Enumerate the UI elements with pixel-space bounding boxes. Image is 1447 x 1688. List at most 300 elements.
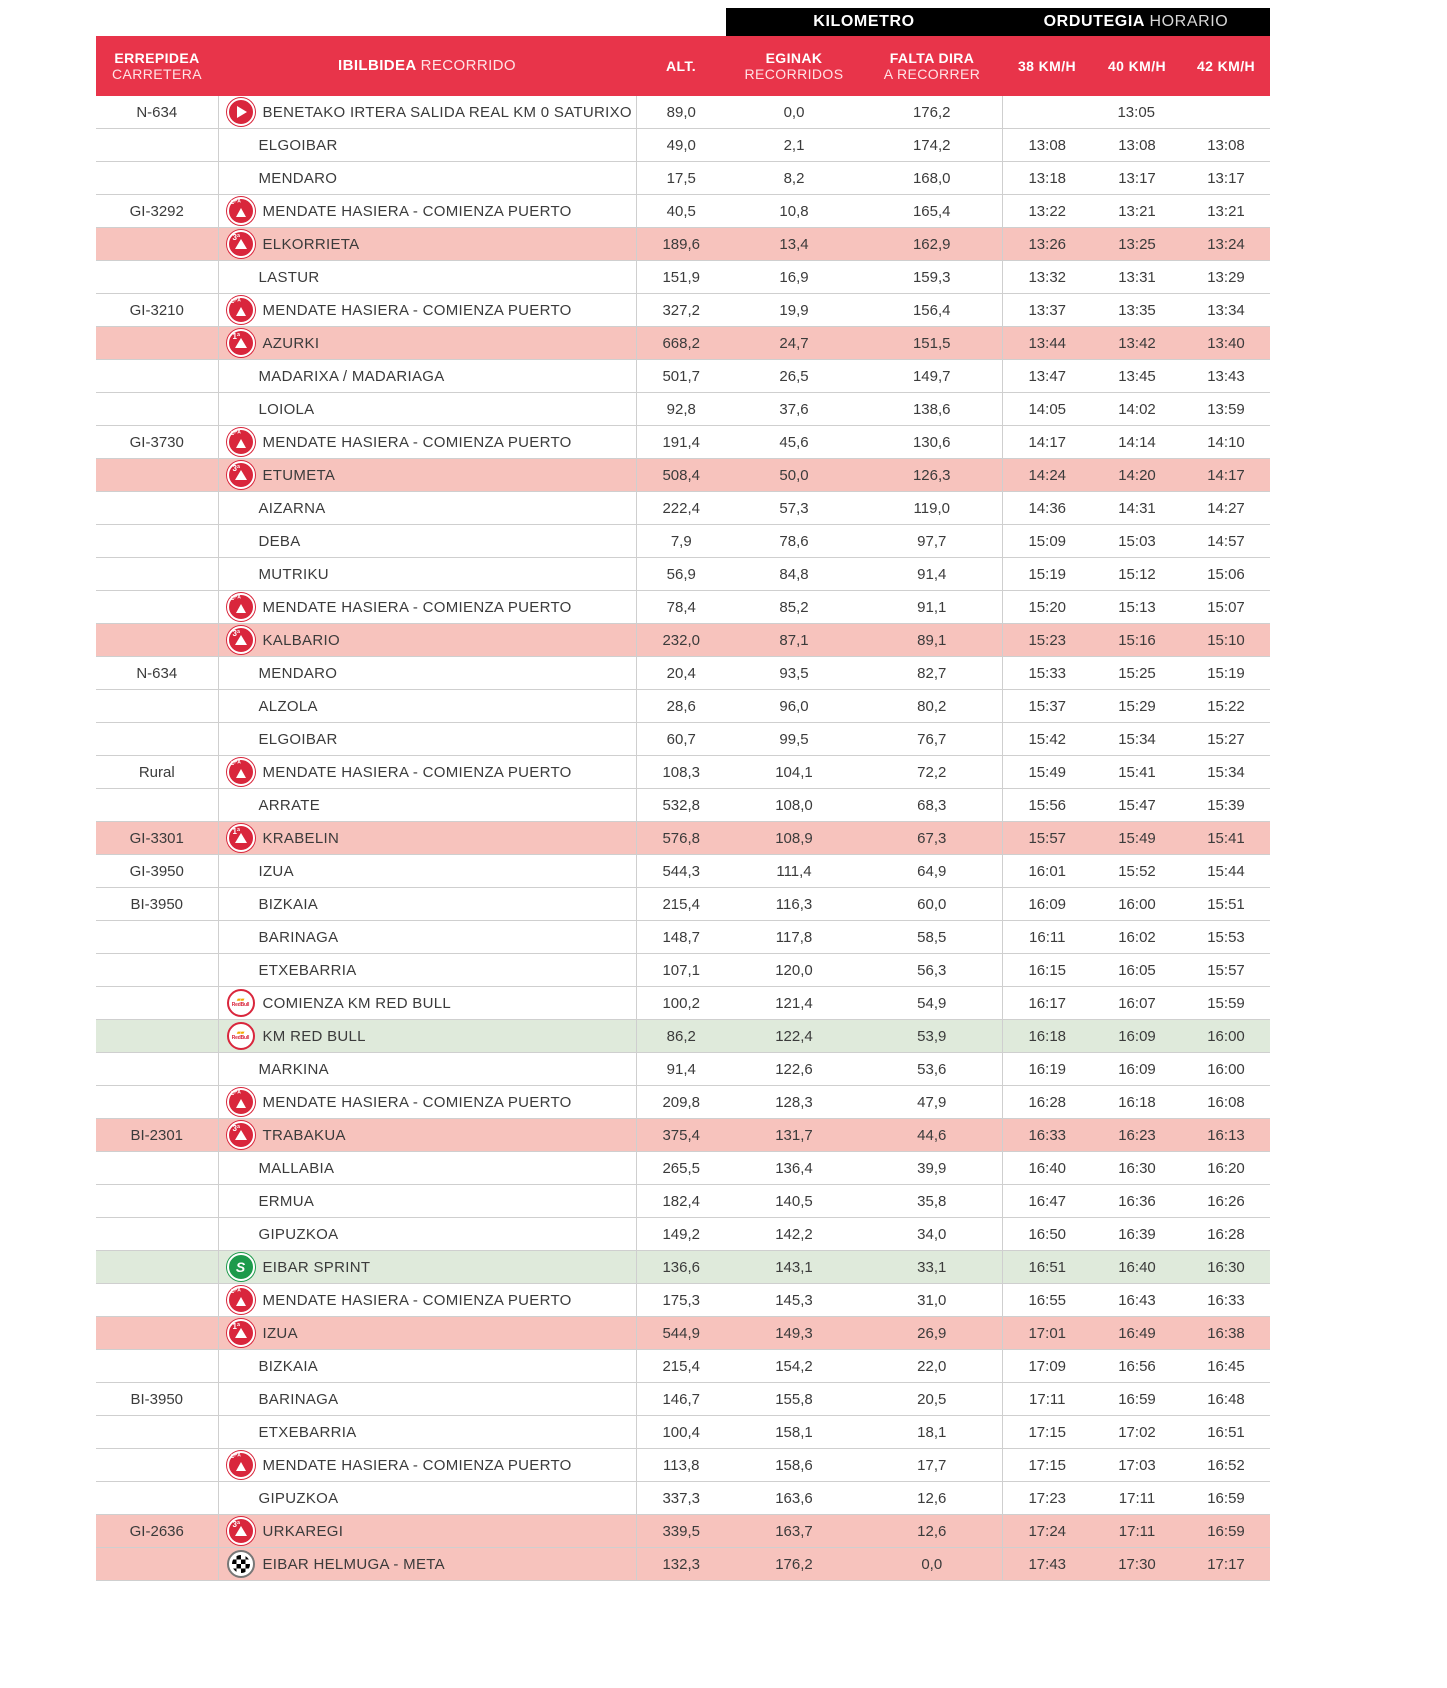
row-time-40: 17:11 [1092, 1515, 1182, 1548]
row-route-label: KRABELIN [262, 829, 340, 847]
row-km-done: 16,9 [726, 261, 862, 294]
row-route-label: MENDATE HASIERA - COMIENZA PUERTO [262, 1291, 572, 1309]
row-km-left: 174,2 [862, 129, 1002, 162]
row-route [218, 393, 636, 426]
row-altitude: 375,4 [636, 1119, 726, 1152]
row-time-40: 16:40 [1092, 1251, 1182, 1284]
row-altitude: 148,7 [636, 921, 726, 954]
row-route [218, 360, 636, 393]
row-time-40: 16:56 [1092, 1350, 1182, 1383]
row-km-done: 19,9 [726, 294, 862, 327]
row-road [96, 162, 218, 195]
table-row [96, 1020, 1270, 1053]
row-time-38: 13:08 [1002, 129, 1092, 162]
row-road [96, 1020, 218, 1053]
row-route [218, 1284, 636, 1317]
row-route [218, 1548, 636, 1581]
row-time-38: 14:17 [1002, 426, 1092, 459]
ordutegia-label-light: HORARIO [1149, 13, 1229, 30]
row-km-done: 149,3 [726, 1317, 862, 1350]
row-road [96, 393, 218, 426]
row-route-label: ETXEBARRIA [258, 961, 357, 979]
row-altitude: 222,4 [636, 492, 726, 525]
top-header-spacer [96, 8, 726, 36]
row-road [96, 1482, 218, 1515]
row-km-left: 159,3 [862, 261, 1002, 294]
row-altitude: 232,0 [636, 624, 726, 657]
row-km-left: 162,9 [862, 228, 1002, 261]
table-row [96, 1284, 1270, 1317]
row-km-done: 163,6 [726, 1482, 862, 1515]
row-route-label: IZUA [258, 862, 294, 880]
row-altitude: 175,3 [636, 1284, 726, 1317]
row-km-done: 128,3 [726, 1086, 862, 1119]
row-time-42: 14:27 [1182, 492, 1270, 525]
row-time-38: 16:50 [1002, 1218, 1092, 1251]
row-time-40: 17:11 [1092, 1482, 1182, 1515]
row-km-done: 24,7 [726, 327, 862, 360]
row-altitude: 40,5 [636, 195, 726, 228]
row-time-38: 16:19 [1002, 1053, 1092, 1086]
row-time-40: 17:03 [1092, 1449, 1182, 1482]
header-left-light: A RECORRER [883, 66, 981, 82]
table-row [96, 822, 1270, 855]
row-road [96, 1251, 218, 1284]
row-altitude: 89,0 [636, 96, 726, 129]
table-row [96, 987, 1270, 1020]
row-time-38: 13:18 [1002, 162, 1092, 195]
row-km-done: 50,0 [726, 459, 862, 492]
row-time-40: 16:02 [1092, 921, 1182, 954]
row-route [218, 624, 636, 657]
row-route-label: GIPUZKOA [258, 1225, 339, 1243]
row-route [218, 96, 636, 129]
row-road [96, 591, 218, 624]
row-time-38: 15:57 [1002, 822, 1092, 855]
row-route [218, 1416, 636, 1449]
row-time-38: 16:33 [1002, 1119, 1092, 1152]
row-altitude: 132,3 [636, 1548, 726, 1581]
row-route [218, 723, 636, 756]
row-time-40: 16:43 [1092, 1284, 1182, 1317]
climb-start-icon: cᴾᴬ [227, 197, 255, 225]
row-km-done: 2,1 [726, 129, 862, 162]
row-km-done: 136,4 [726, 1152, 862, 1185]
row-time-merged: 13:05 [1002, 96, 1270, 129]
row-route-label: MARKINA [258, 1060, 329, 1078]
row-time-38: 15:49 [1002, 756, 1092, 789]
row-km-left: 126,3 [862, 459, 1002, 492]
row-route [218, 1350, 636, 1383]
row-time-38: 17:24 [1002, 1515, 1092, 1548]
row-time-40: 16:36 [1092, 1185, 1182, 1218]
row-time-42: 15:22 [1182, 690, 1270, 723]
row-route-label: MENDATE HASIERA - COMIENZA PUERTO [262, 433, 572, 451]
row-time-38: 16:11 [1002, 921, 1092, 954]
row-altitude: 337,3 [636, 1482, 726, 1515]
row-route [218, 228, 636, 261]
row-altitude: 20,4 [636, 657, 726, 690]
mountain-cat3-icon: 3ª [227, 230, 255, 258]
row-route-label: BIZKAIA [258, 895, 319, 913]
row-km-done: 108,9 [726, 822, 862, 855]
row-km-left: 39,9 [862, 1152, 1002, 1185]
start-play-icon [227, 98, 255, 126]
row-route-label: ELGOIBAR [258, 730, 338, 748]
table-row [96, 96, 1270, 129]
row-time-38: 15:33 [1002, 657, 1092, 690]
row-time-40: 13:25 [1092, 228, 1182, 261]
row-km-done: 104,1 [726, 756, 862, 789]
row-time-38: 15:42 [1002, 723, 1092, 756]
row-route [218, 525, 636, 558]
row-time-38: 16:40 [1002, 1152, 1092, 1185]
mountain-cat1-icon: 1ª [227, 1319, 255, 1347]
row-time-42: 16:59 [1182, 1515, 1270, 1548]
row-time-40: 16:39 [1092, 1218, 1182, 1251]
climb-start-icon: cᴾᴬ [227, 758, 255, 786]
row-km-left: 119,0 [862, 492, 1002, 525]
row-route [218, 1515, 636, 1548]
row-route-label: LOIOLA [258, 400, 315, 418]
row-time-40: 15:03 [1092, 525, 1182, 558]
table-row [96, 789, 1270, 822]
row-time-42: 14:57 [1182, 525, 1270, 558]
row-road [96, 1449, 218, 1482]
row-km-done: 0,0 [726, 96, 862, 129]
row-time-42: 15:51 [1182, 888, 1270, 921]
row-km-left: 149,7 [862, 360, 1002, 393]
row-time-42: 16:20 [1182, 1152, 1270, 1185]
row-km-left: 60,0 [862, 888, 1002, 921]
row-time-42: 15:06 [1182, 558, 1270, 591]
row-time-38: 15:23 [1002, 624, 1092, 657]
row-route [218, 459, 636, 492]
ordutegia-banner [1002, 8, 1270, 36]
climb-start-icon: cᴾᴬ [227, 1286, 255, 1314]
row-km-done: 155,8 [726, 1383, 862, 1416]
row-km-done: 45,6 [726, 426, 862, 459]
row-time-38: 16:47 [1002, 1185, 1092, 1218]
row-km-left: 89,1 [862, 624, 1002, 657]
row-km-left: 165,4 [862, 195, 1002, 228]
table-row [96, 261, 1270, 294]
redbull-icon: ▰▰ RedBull [227, 1022, 255, 1050]
row-road [96, 789, 218, 822]
row-km-left: 130,6 [862, 426, 1002, 459]
climb-start-icon: cᴾᴬ [227, 1451, 255, 1479]
header-speed-40-label: 40 KM/H [1107, 57, 1167, 74]
mountain-cat3-icon: 3ª [227, 626, 255, 654]
row-altitude: 146,7 [636, 1383, 726, 1416]
row-time-38: 16:01 [1002, 855, 1092, 888]
row-time-42: 15:41 [1182, 822, 1270, 855]
row-altitude: 60,7 [636, 723, 726, 756]
row-km-done: 8,2 [726, 162, 862, 195]
row-road: GI-3730 [96, 426, 218, 459]
row-altitude: 108,3 [636, 756, 726, 789]
row-route [218, 1053, 636, 1086]
row-time-40: 13:42 [1092, 327, 1182, 360]
table-row [96, 327, 1270, 360]
row-route-label: MENDATE HASIERA - COMIENZA PUERTO [262, 763, 572, 781]
row-road [96, 954, 218, 987]
row-time-42: 16:00 [1182, 1053, 1270, 1086]
row-km-done: 145,3 [726, 1284, 862, 1317]
row-altitude: 265,5 [636, 1152, 726, 1185]
row-km-left: 64,9 [862, 855, 1002, 888]
table-row [96, 129, 1270, 162]
row-time-38: 15:09 [1002, 525, 1092, 558]
row-altitude: 209,8 [636, 1086, 726, 1119]
row-route-label: KALBARIO [262, 631, 340, 649]
row-time-40: 16:09 [1092, 1053, 1182, 1086]
header-road-bold: ERREPIDEA [114, 49, 200, 66]
row-road [96, 360, 218, 393]
row-km-left: 53,6 [862, 1053, 1002, 1086]
row-time-42: 13:08 [1182, 129, 1270, 162]
row-time-42: 15:57 [1182, 954, 1270, 987]
row-time-40: 16:07 [1092, 987, 1182, 1020]
row-km-done: 117,8 [726, 921, 862, 954]
row-km-left: 35,8 [862, 1185, 1002, 1218]
row-km-done: 143,1 [726, 1251, 862, 1284]
row-time-38: 16:09 [1002, 888, 1092, 921]
row-km-left: 47,9 [862, 1086, 1002, 1119]
row-time-42: 15:07 [1182, 591, 1270, 624]
row-road: GI-3210 [96, 294, 218, 327]
row-altitude: 532,8 [636, 789, 726, 822]
row-altitude: 327,2 [636, 294, 726, 327]
row-time-38: 16:18 [1002, 1020, 1092, 1053]
row-km-left: 44,6 [862, 1119, 1002, 1152]
row-time-42: 16:45 [1182, 1350, 1270, 1383]
table-row [96, 690, 1270, 723]
mountain-cat3-icon: 3ª [227, 461, 255, 489]
row-road [96, 492, 218, 525]
row-time-40: 15:49 [1092, 822, 1182, 855]
row-km-left: 12,6 [862, 1482, 1002, 1515]
header-done-light: RECORRIDOS [744, 66, 844, 82]
climb-start-icon: cᴾᴬ [227, 1088, 255, 1116]
table-row [96, 294, 1270, 327]
row-time-40: 15:52 [1092, 855, 1182, 888]
row-road [96, 1152, 218, 1185]
table-row [96, 1317, 1270, 1350]
table-row [96, 162, 1270, 195]
row-altitude: 92,8 [636, 393, 726, 426]
roadbook-body [96, 96, 1270, 1581]
row-time-42: 16:51 [1182, 1416, 1270, 1449]
table-row [96, 1152, 1270, 1185]
row-route-label: MENDATE HASIERA - COMIENZA PUERTO [262, 202, 572, 220]
row-time-42: 13:24 [1182, 228, 1270, 261]
row-time-40: 15:47 [1092, 789, 1182, 822]
row-route-label: MENDARO [258, 169, 338, 187]
row-route-label: MADARIXA / MADARIAGA [258, 367, 445, 385]
row-km-done: 57,3 [726, 492, 862, 525]
row-route [218, 1218, 636, 1251]
row-time-38: 13:47 [1002, 360, 1092, 393]
row-time-40: 13:45 [1092, 360, 1182, 393]
row-route-label: COMIENZA KM RED BULL [262, 994, 452, 1012]
row-time-42: 13:40 [1182, 327, 1270, 360]
row-time-42: 13:17 [1182, 162, 1270, 195]
row-km-left: 53,9 [862, 1020, 1002, 1053]
row-altitude: 668,2 [636, 327, 726, 360]
row-km-left: 20,5 [862, 1383, 1002, 1416]
row-km-done: 116,3 [726, 888, 862, 921]
row-km-done: 122,6 [726, 1053, 862, 1086]
row-altitude: 86,2 [636, 1020, 726, 1053]
row-altitude: 544,9 [636, 1317, 726, 1350]
row-route-label: ETXEBARRIA [258, 1423, 357, 1441]
ordutegia-label-bold: ORDUTEGIA [1043, 13, 1145, 30]
row-time-42: 13:21 [1182, 195, 1270, 228]
row-altitude: 100,4 [636, 1416, 726, 1449]
row-route-label: DEBA [258, 532, 301, 550]
row-km-left: 33,1 [862, 1251, 1002, 1284]
header-road [96, 36, 218, 96]
row-road: GI-3950 [96, 855, 218, 888]
table-row [96, 558, 1270, 591]
row-road [96, 1284, 218, 1317]
row-altitude: 182,4 [636, 1185, 726, 1218]
row-route [218, 1251, 636, 1284]
row-route [218, 261, 636, 294]
row-time-42: 13:59 [1182, 393, 1270, 426]
row-km-done: 163,7 [726, 1515, 862, 1548]
row-km-done: 108,0 [726, 789, 862, 822]
row-route-label: BARINAGA [258, 928, 339, 946]
row-route-label: LASTUR [258, 268, 320, 286]
row-time-42: 16:59 [1182, 1482, 1270, 1515]
row-route-label: MENDATE HASIERA - COMIENZA PUERTO [262, 1456, 572, 1474]
row-km-left: 17,7 [862, 1449, 1002, 1482]
row-road [96, 261, 218, 294]
climb-start-icon: cᴾᴬ [227, 428, 255, 456]
row-time-42: 16:38 [1182, 1317, 1270, 1350]
row-time-38: 17:23 [1002, 1482, 1092, 1515]
row-km-left: 22,0 [862, 1350, 1002, 1383]
row-km-done: 158,6 [726, 1449, 862, 1482]
table-row [96, 1449, 1270, 1482]
row-km-left: 31,0 [862, 1284, 1002, 1317]
row-altitude: 149,2 [636, 1218, 726, 1251]
table-row [96, 888, 1270, 921]
row-km-done: 13,4 [726, 228, 862, 261]
row-time-40: 16:00 [1092, 888, 1182, 921]
table-row [96, 228, 1270, 261]
row-route-label: EIBAR HELMUGA - META [262, 1555, 445, 1573]
header-left [862, 36, 1002, 96]
row-road [96, 1548, 218, 1581]
row-route-label: MUTRIKU [258, 565, 329, 583]
row-route [218, 888, 636, 921]
mountain-cat1-icon: 1ª [227, 824, 255, 852]
row-time-40: 16:49 [1092, 1317, 1182, 1350]
row-road: Rural [96, 756, 218, 789]
row-km-done: 96,0 [726, 690, 862, 723]
row-time-40: 15:16 [1092, 624, 1182, 657]
row-km-left: 12,6 [862, 1515, 1002, 1548]
row-km-done: 158,1 [726, 1416, 862, 1449]
header-route [218, 36, 636, 96]
row-altitude: 56,9 [636, 558, 726, 591]
row-time-38: 13:22 [1002, 195, 1092, 228]
row-altitude: 339,5 [636, 1515, 726, 1548]
row-altitude: 136,6 [636, 1251, 726, 1284]
row-time-40: 13:21 [1092, 195, 1182, 228]
row-route [218, 1086, 636, 1119]
row-road [96, 129, 218, 162]
header-done [726, 36, 862, 96]
row-km-done: 37,6 [726, 393, 862, 426]
row-time-38: 16:15 [1002, 954, 1092, 987]
row-altitude: 91,4 [636, 1053, 726, 1086]
row-km-done: 93,5 [726, 657, 862, 690]
table-row [96, 1218, 1270, 1251]
table-row [96, 1251, 1270, 1284]
row-time-40: 16:23 [1092, 1119, 1182, 1152]
table-row [96, 954, 1270, 987]
row-time-42: 14:10 [1182, 426, 1270, 459]
row-road [96, 228, 218, 261]
row-time-38: 17:43 [1002, 1548, 1092, 1581]
row-altitude: 100,2 [636, 987, 726, 1020]
row-route-label: EIBAR SPRINT [262, 1258, 371, 1276]
row-road [96, 1350, 218, 1383]
row-route-label: AIZARNA [258, 499, 326, 517]
table-row [96, 1119, 1270, 1152]
row-time-40: 15:29 [1092, 690, 1182, 723]
row-road: GI-2636 [96, 1515, 218, 1548]
row-route [218, 162, 636, 195]
row-route [218, 591, 636, 624]
table-row [96, 657, 1270, 690]
row-time-40: 16:59 [1092, 1383, 1182, 1416]
row-time-38: 13:32 [1002, 261, 1092, 294]
table-row [96, 756, 1270, 789]
row-km-done: 154,2 [726, 1350, 862, 1383]
row-route [218, 954, 636, 987]
row-route [218, 195, 636, 228]
row-km-left: 76,7 [862, 723, 1002, 756]
row-road [96, 1317, 218, 1350]
row-time-38: 17:01 [1002, 1317, 1092, 1350]
mountain-cat3-icon: 3ª [227, 1121, 255, 1149]
roadbook-page [0, 8, 1447, 1688]
mountain-cat1-icon: 1ª [227, 329, 255, 357]
row-km-done: 78,6 [726, 525, 862, 558]
row-route [218, 1449, 636, 1482]
row-altitude: 191,4 [636, 426, 726, 459]
row-route [218, 1482, 636, 1515]
row-time-42: 15:39 [1182, 789, 1270, 822]
row-route [218, 1317, 636, 1350]
header-speed-40 [1092, 36, 1182, 96]
row-time-40: 15:34 [1092, 723, 1182, 756]
row-altitude: 544,3 [636, 855, 726, 888]
row-time-42: 16:00 [1182, 1020, 1270, 1053]
table-row [96, 459, 1270, 492]
row-time-42: 17:17 [1182, 1548, 1270, 1581]
table-row [96, 195, 1270, 228]
row-time-38: 17:11 [1002, 1383, 1092, 1416]
row-km-left: 54,9 [862, 987, 1002, 1020]
row-time-42: 16:08 [1182, 1086, 1270, 1119]
table-row [96, 525, 1270, 558]
